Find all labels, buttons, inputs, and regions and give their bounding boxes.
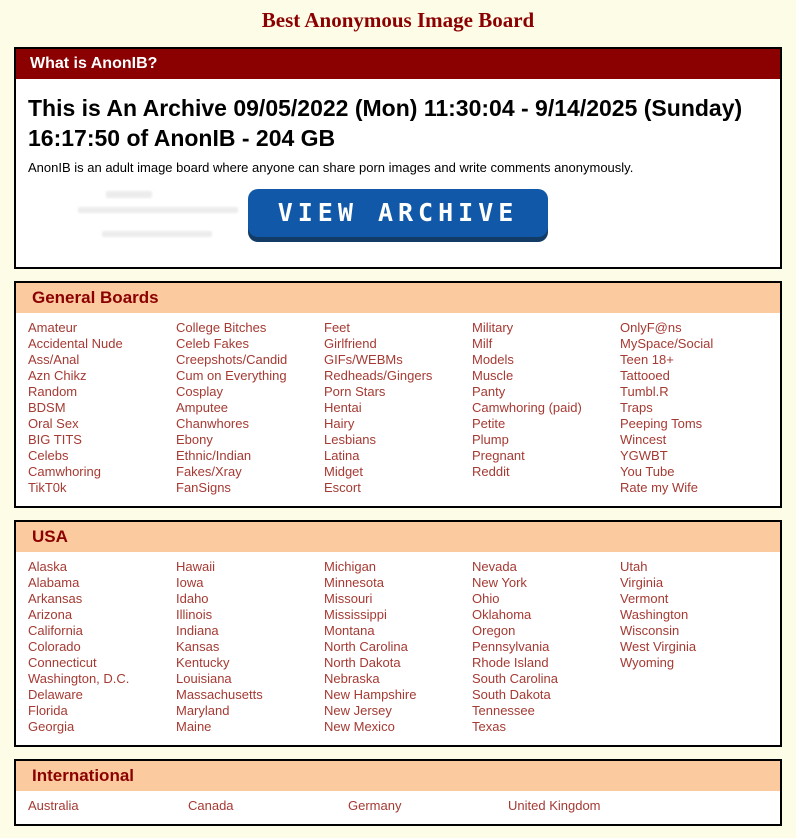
link-column — [28, 320, 176, 496]
board-link[interactable]: South Carolina — [472, 670, 558, 686]
board-link[interactable]: Teen 18+ — [620, 351, 674, 367]
board-link[interactable]: MySpace/Social — [620, 335, 714, 351]
board-link[interactable]: Tennessee — [472, 702, 535, 718]
section-title-usa: USA — [16, 522, 780, 552]
board-link[interactable]: Wincest — [620, 431, 667, 447]
board-link[interactable]: Germany — [348, 797, 402, 813]
intro-section — [14, 47, 782, 269]
board-link[interactable]: Arkansas — [28, 590, 83, 606]
board-link[interactable]: Kentucky — [176, 654, 230, 670]
faded-ghost-text — [78, 191, 258, 235]
board-link[interactable]: Escort — [324, 479, 361, 495]
board-link[interactable]: Hairy — [324, 415, 355, 431]
board-link[interactable]: Lesbians — [324, 431, 377, 447]
link-column — [176, 559, 324, 735]
link-column — [472, 320, 620, 496]
board-link[interactable]: Oregon — [472, 622, 516, 638]
link-column — [324, 559, 472, 735]
board-link[interactable]: Celebs — [28, 447, 69, 463]
board-link[interactable]: Louisiana — [176, 670, 232, 686]
board-link[interactable]: TikT0k — [28, 479, 67, 495]
board-link[interactable]: Utah — [620, 558, 648, 574]
board-link[interactable]: Amateur — [28, 319, 78, 335]
board-link[interactable]: Iowa — [176, 574, 204, 590]
link-column — [28, 559, 176, 735]
board-link[interactable]: GIFs/WEBMs — [324, 351, 403, 367]
board-link[interactable]: Ass/Anal — [28, 351, 80, 367]
board-link[interactable]: Petite — [472, 415, 506, 431]
archive-description: AnonIB is an adult image board where anyone can share porn images and write comments anonymously. — [28, 159, 634, 175]
board-link[interactable]: Plump — [472, 431, 509, 447]
board-link[interactable]: You Tube — [620, 463, 675, 479]
board-link[interactable]: Canada — [188, 797, 234, 813]
board-link[interactable]: Wyoming — [620, 654, 675, 670]
board-link[interactable]: YGWBT — [620, 447, 668, 463]
board-link[interactable]: Hawaii — [176, 558, 216, 574]
board-link[interactable]: Hentai — [324, 399, 362, 415]
board-link[interactable]: BDSM — [28, 399, 66, 415]
link-column — [324, 320, 472, 496]
board-link[interactable]: Milf — [472, 335, 493, 351]
board-link[interactable]: Military — [472, 319, 514, 335]
board-link[interactable]: Mississippi — [324, 606, 387, 622]
board-link[interactable]: West Virginia — [620, 638, 697, 654]
page-title: Best Anonymous Image Board — [261, 8, 535, 32]
board-link[interactable]: New York — [472, 574, 527, 590]
board-link[interactable]: Minnesota — [324, 574, 384, 590]
board-link[interactable]: Midget — [324, 463, 364, 479]
board-link[interactable]: Reddit — [472, 463, 510, 479]
board-link[interactable]: Oklahoma — [472, 606, 532, 622]
board-link[interactable]: Alabama — [28, 574, 80, 590]
board-link[interactable]: Ebony — [176, 431, 213, 447]
board-link[interactable]: New Jersey — [324, 702, 392, 718]
link-column — [188, 798, 348, 814]
board-link[interactable]: Rhode Island — [472, 654, 549, 670]
link-column — [176, 320, 324, 496]
board-link[interactable]: Virginia — [620, 574, 664, 590]
board-link[interactable]: Colorado — [28, 638, 81, 654]
board-link[interactable]: Feet — [324, 319, 351, 335]
board-link[interactable]: Tumbl.R — [620, 383, 669, 399]
board-link[interactable]: Kansas — [176, 638, 220, 654]
board-link[interactable]: Washington — [620, 606, 689, 622]
board-link[interactable]: Rate my Wife — [620, 479, 699, 495]
board-link[interactable]: Montana — [324, 622, 375, 638]
board-link[interactable]: Vermont — [620, 590, 669, 606]
board-link[interactable]: Random — [28, 383, 78, 399]
section-title-general-boards: General Boards — [16, 283, 780, 313]
board-link[interactable]: Chanwhores — [176, 415, 249, 431]
board-link[interactable]: Michigan — [324, 558, 377, 574]
board-sections — [0, 281, 796, 826]
board-link[interactable]: Camwhoring — [28, 463, 101, 479]
board-link[interactable]: Cosplay — [176, 383, 223, 399]
section-general-boards — [14, 281, 782, 508]
board-link[interactable]: Alaska — [28, 558, 68, 574]
board-link[interactable]: Idaho — [176, 590, 209, 606]
section-title-international: International — [16, 761, 780, 791]
board-link[interactable]: South Dakota — [472, 686, 551, 702]
board-link[interactable]: New Hampshire — [324, 686, 417, 702]
board-link[interactable]: Ethnic/Indian — [176, 447, 252, 463]
link-column — [348, 798, 508, 814]
button-row — [28, 189, 768, 237]
section-usa — [14, 520, 782, 747]
board-link[interactable]: Redheads/Gingers — [324, 367, 433, 383]
link-column — [28, 798, 188, 814]
board-link[interactable]: Camwhoring (paid) — [472, 399, 582, 415]
board-link[interactable]: Amputee — [176, 399, 229, 415]
board-link[interactable]: Oral Sex — [28, 415, 79, 431]
link-column — [472, 559, 620, 735]
board-link[interactable]: Maryland — [176, 702, 230, 718]
board-link[interactable]: Porn Stars — [324, 383, 386, 399]
board-link[interactable]: BIG TITS — [28, 431, 82, 447]
board-link[interactable]: FanSigns — [176, 479, 231, 495]
board-link[interactable]: New Mexico — [324, 718, 395, 734]
board-link[interactable]: Wisconsin — [620, 622, 680, 638]
board-link[interactable]: North Dakota — [324, 654, 401, 670]
links-grid-general-boards — [16, 313, 780, 506]
board-link[interactable]: Creepshots/Candid — [176, 351, 288, 367]
board-link[interactable]: Pennsylvania — [472, 638, 550, 654]
intro-section-body — [16, 79, 780, 267]
board-link[interactable]: Massachusetts — [176, 686, 263, 702]
board-link[interactable]: Cum on Everything — [176, 367, 287, 383]
board-link[interactable]: Connecticut — [28, 654, 97, 670]
links-grid-international — [16, 791, 780, 824]
board-link[interactable]: Australia — [28, 797, 79, 813]
link-column — [508, 798, 668, 814]
board-link[interactable]: Ohio — [472, 590, 500, 606]
board-link[interactable]: College Bitches — [176, 319, 267, 335]
archive-date-heading: This is An Archive 09/05/2022 (Mon) 11:30:04 - 9/14/2025 (Sunday) 16:17:50 of AnonIB - 204 GB — [28, 95, 743, 152]
board-link[interactable]: Missouri — [324, 590, 373, 606]
board-link[interactable]: Tattooed — [620, 367, 670, 383]
board-link[interactable]: Washington, D.C. — [28, 670, 130, 686]
board-link[interactable]: Nevada — [472, 558, 517, 574]
board-link[interactable]: Latina — [324, 447, 360, 463]
board-link[interactable]: Peeping Toms — [620, 415, 703, 431]
board-link[interactable]: Traps — [620, 399, 653, 415]
board-link[interactable]: Girlfriend — [324, 335, 377, 351]
board-link[interactable]: Pregnant — [472, 447, 525, 463]
link-column — [620, 320, 768, 496]
board-link[interactable]: Nebraska — [324, 670, 380, 686]
board-link[interactable]: United Kingdom — [508, 797, 601, 813]
board-link[interactable]: OnlyF@ns — [620, 319, 682, 335]
board-link[interactable]: Texas — [472, 718, 506, 734]
view-archive-button[interactable]: VIEW ARCHIVE — [248, 189, 549, 237]
links-grid-usa — [16, 552, 780, 745]
board-link[interactable]: North Carolina — [324, 638, 408, 654]
board-link[interactable]: Indiana — [176, 622, 219, 638]
link-column — [620, 559, 768, 735]
board-link[interactable]: Florida — [28, 702, 68, 718]
board-link[interactable]: Celeb Fakes — [176, 335, 249, 351]
board-link[interactable]: Illinois — [176, 606, 213, 622]
board-link[interactable]: Delaware — [28, 686, 83, 702]
board-link[interactable]: Georgia — [28, 718, 75, 734]
board-link[interactable]: Accidental Nude — [28, 335, 123, 351]
intro-section-header: What is AnonIB? — [16, 49, 780, 79]
board-link[interactable]: Maine — [176, 718, 212, 734]
board-link[interactable]: Muscle — [472, 367, 514, 383]
board-link[interactable]: California — [28, 622, 83, 638]
board-link[interactable]: Panty — [472, 383, 506, 399]
board-link[interactable]: Azn Chikz — [28, 367, 87, 383]
board-link[interactable]: Models — [472, 351, 514, 367]
board-link[interactable]: Fakes/Xray — [176, 463, 242, 479]
board-link[interactable]: Arizona — [28, 606, 73, 622]
